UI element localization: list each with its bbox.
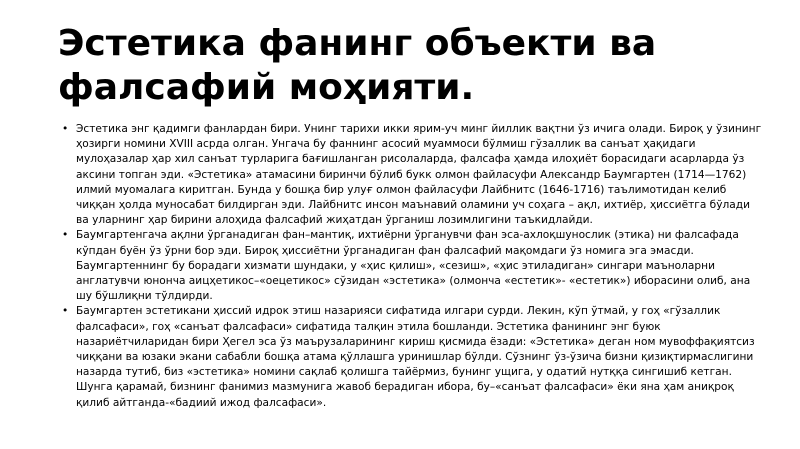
bullet-icon: • (62, 123, 69, 135)
paragraph-text: Баумгартенгача ақлни ўрганадиган фан–мантиқ, ихтиёрни ўрганувчи фан эса-ахлоқшунослик (этика) ни фалсафада кўпдан буён ўз ўрни бор эди. Бироқ ҳиссиётни ўрганадиган фан фалсафий мақомдаги ўз номига эга эмасди. Баумгартеннинг бу борадаги хизмати шундаки, у «ҳис қилиш», «сезиш», «ҳис этиладиган» сингари маъноларни англатувчи юнонча аицҳетикос–«оецетикос» сўзидан «эстетика» (олмонча «естетик»- «естетик») иборасини олиб, ана шу бўшлиқни тўлдирди. (76, 229, 751, 303)
list-item (62, 304, 762, 410)
paragraph-text: Эстетика энг қадимги фанлардан бири. Унинг тарихи икки ярим-уч минг йиллик вақтни ўз ичига олади. Бироқ у ўзининг ҳозирги номини XVIII асрда олган. Унгача бу фаннинг асосий муаммоси бўлмиш гўзаллик ва санъат ҳақидаги мулоҳазалар ҳар хил санъат турларига бағишланган рисолаларда, фалсафа ҳамда илоҳиёт борасидаги асарларда ўз аксини топган эди. «Эстетика» атамасини биринчи бўлиб букк олмон файласуфи Александр Баумгартен (1714—1762) илмий муомалага киритган. Бунда у бошқа бир улуғ олмон файласуфи Лайбнитс (1646-1716) таълимотидан келиб чиққан ҳолда муносабат билдирган эди. Лайбнитс инсон маънавий оламини уч соҳага – ақл, ихтиёр, ҳиссиётга бўлади ва уларнинг ҳар бирини алоҳида фалсафий жиҳатдан ўрганиш лозимлигини таъкидлайди. (76, 123, 762, 227)
bullet-icon: • (62, 229, 69, 242)
list-item (62, 122, 762, 228)
list-item (62, 228, 762, 304)
slide-title: Эстетика фанинг объекти ва фалсафий моҳияти. (58, 23, 657, 108)
bullet-icon: • (62, 305, 69, 318)
bullet-list (62, 122, 762, 411)
paragraph-text: Баумгартен эстетикани ҳиссий идрок этиш назарияси сифатида илгари сурди. Лекин, кўп ўтмай, у гоҳ «гўзаллик фалсафаси», гоҳ «санъат фалсафаси» сифатида талқин этила бошланди. Эстетика фанининг энг буюк назариётчиларидан бири Ҳегел эса ўз маърузаларининг кириш қисмида ёзади: «Эстетика» деган ном мувоффақиятсиз чиққани ва юзаки экани сабабли бошқа атама қўллашга уринишлар бўлди. Сўзнинг ўз-ўзича бизни қизиқтирмаслигини назарда тутиб, биз «эстетика» номини сақлаб қолишга тайёрмиз, бунинг ущига, у одатий нутққа сингишиб кетган. Шунга қарамай, бизнинг фанимиз мазмунига жавоб берадиган ибора, бу–«санъат фалсафаси» ёки яна ҳам аниқроқ қилиб айтганда-«бадиий ижод фалсафаси». (76, 305, 755, 409)
